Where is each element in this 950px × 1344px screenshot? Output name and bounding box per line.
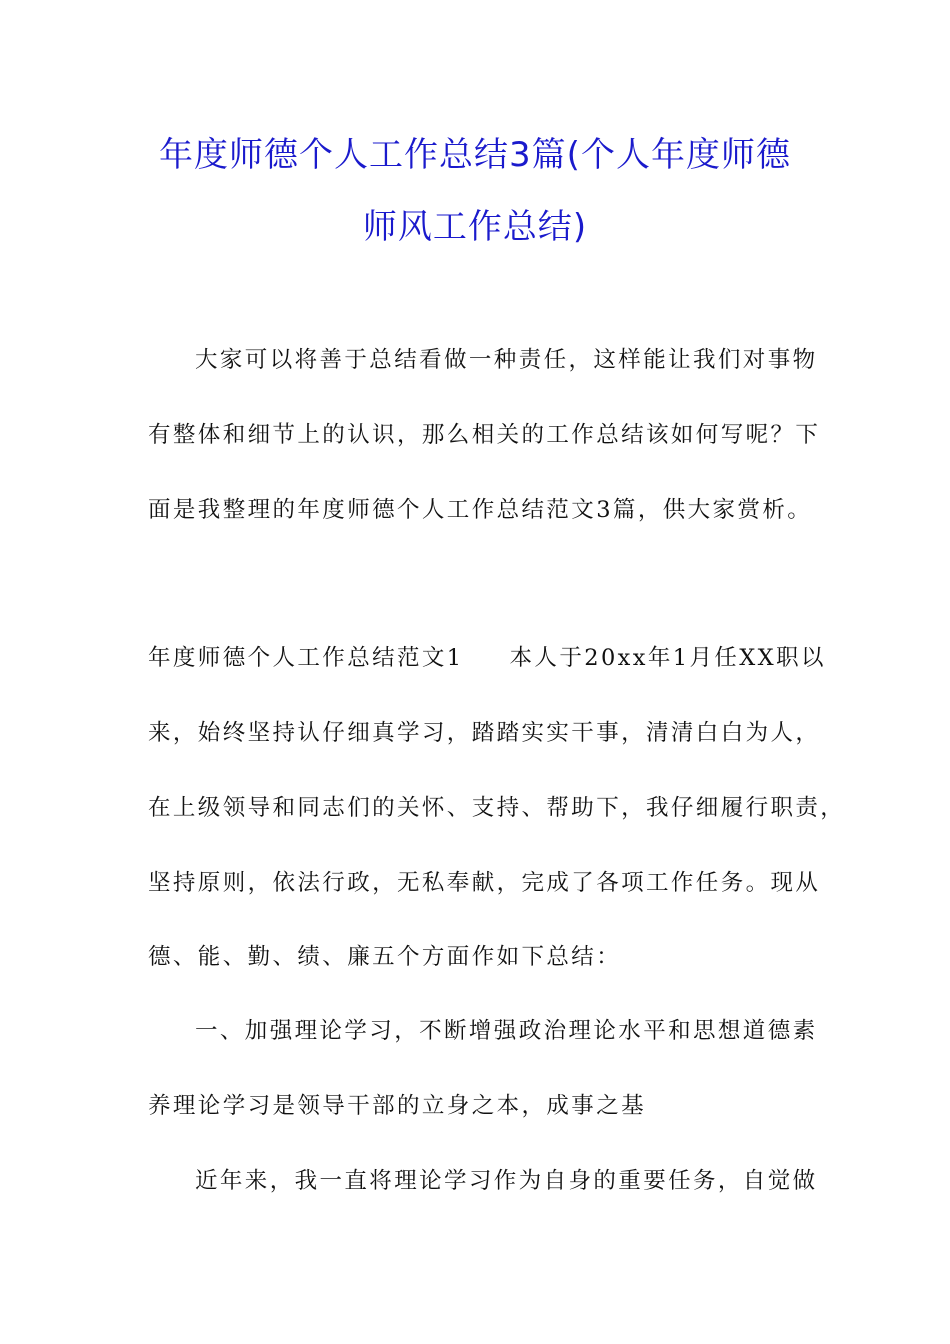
paragraph-line: 近年来，我一直将理论学习作为自身的重要任务，自觉做 <box>195 1168 818 1194</box>
section-1-line-3: 在上级领导和同志们的关怀、支持、帮助下，我仔细履行职责， <box>148 795 846 821</box>
intro-line-1: 大家可以将善于总结看做一种责任，这样能让我们对事物 <box>195 347 818 373</box>
point-1-line-2: 养理论学习是领导干部的立身之本，成事之基 <box>148 1093 647 1119</box>
document-title-line-2: 师风工作总结) <box>362 207 588 247</box>
document-title-line-1: 年度师德个人工作总结3篇(个人年度师德 <box>159 135 791 175</box>
section-1-line-2: 来，始终坚持认仔细真学习，踏踏实实干事，清清白白为人， <box>148 720 821 746</box>
section-1-line-5: 德、能、勤、绩、廉五个方面作如下总结： <box>148 944 622 970</box>
section-1-first-line <box>148 645 838 671</box>
intro-line-2: 有整体和细节上的认识，那么相关的工作总结该如何写呢？下 <box>148 422 821 448</box>
section-1-opening: 本人于20xx年1月任XX职以 <box>509 645 826 671</box>
section-1-heading: 年度师德个人工作总结范文1 <box>148 645 464 671</box>
section-1-line-4: 坚持原则，依法行政，无私奉献，完成了各项工作任务。现从 <box>148 870 821 896</box>
intro-line-3: 面是我整理的年度师德个人工作总结范文3篇，供大家赏析。 <box>148 497 813 523</box>
point-1-line-1: 一、加强理论学习，不断增强政治理论水平和思想道德素 <box>195 1018 818 1044</box>
